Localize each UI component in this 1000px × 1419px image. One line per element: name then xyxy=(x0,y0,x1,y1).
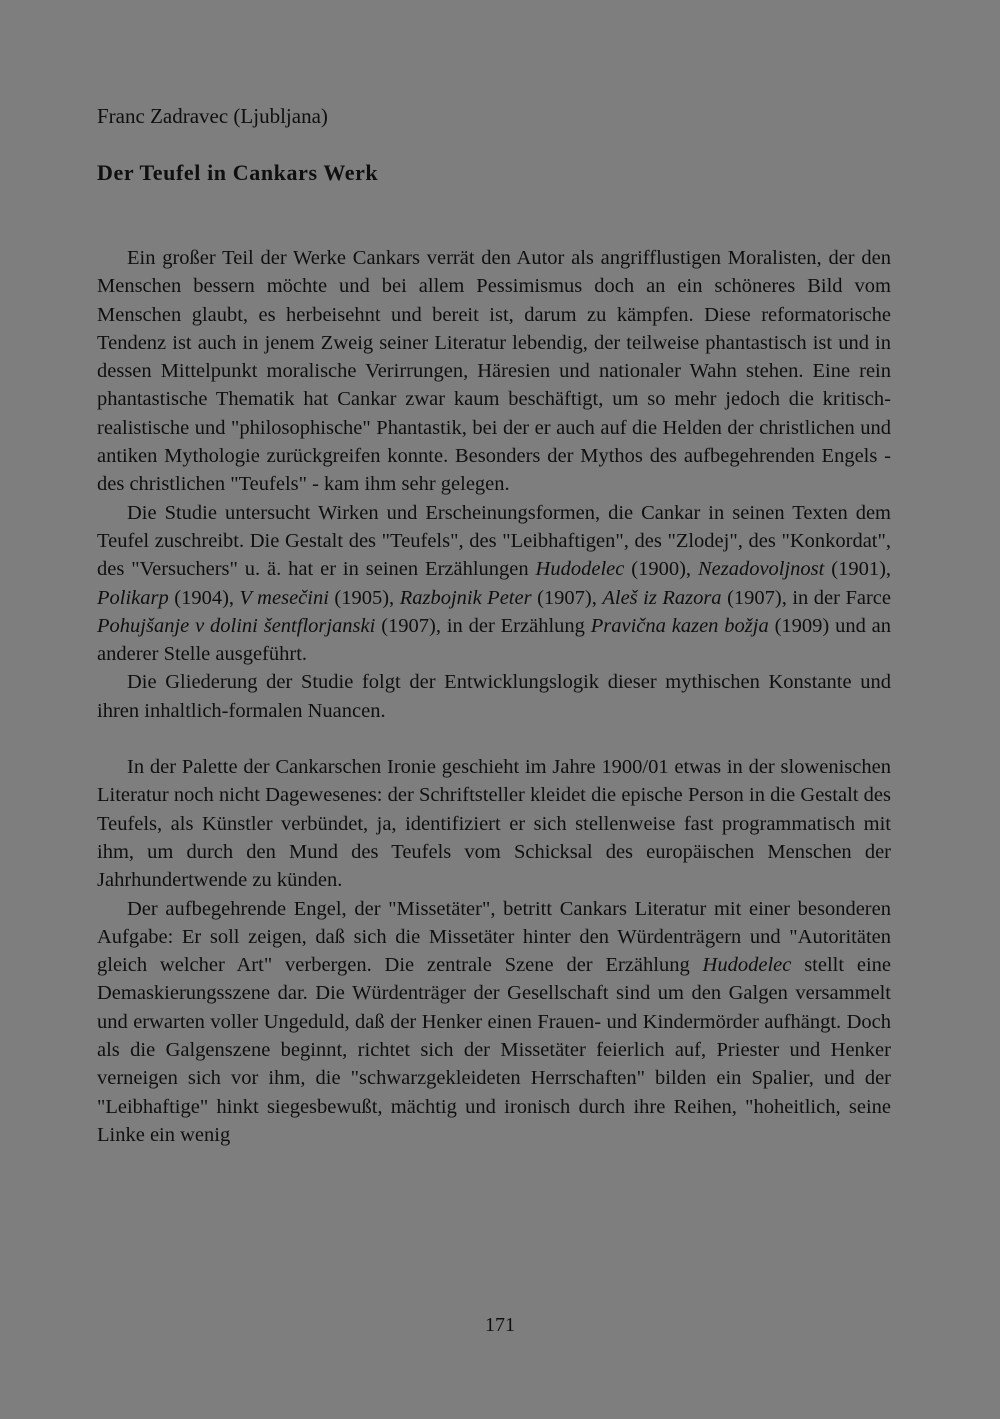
work-title: Pravična kazen božja xyxy=(590,614,769,637)
paragraph-2-intro: Die Studie untersucht Wirken und Erscheinungsformen, die Cankar in seinen Texten dem Teufel zuschreibt. Die Gestalt des "Teufels", des "Leibhaftigen", des "Zlodej", des "Konkordat", des "Versuchers" u. ä. hat er in seinen Erzählungen xyxy=(97,501,891,581)
work-year: (1909) und an anderer Stelle ausgeführt. xyxy=(97,614,892,666)
work-year: (1907), in der Erzählung xyxy=(381,614,585,637)
paragraph-5-intro: Der aufbegehrende Engel, der "Missetäter", betritt Cankars Literatur mit einer besonderen Aufgabe: Er soll zeigen, daß sich die Missetäter hinter den Würdenträgern und "Autoritäten gleich welcher Art" verbergen. Die zentrale Szene der Erzählung xyxy=(97,897,891,977)
work-title: Hudodelec xyxy=(702,954,792,977)
paragraph-1: Ein großer Teil der Werke Cankars verrät den Autor als angrifflustigen Moralisten, der den Menschen bessern möchte und bei allem Pessimismus doch an ein schöneres Bild vom Menschen glaubt, es herbeisehnt und bereit ist, darum zu kämpfen. Diese reformatorische Tendenz ist auch in jenem Zweig seiner Literatur lebendig, der teilweise phantastisch ist und in dessen Mittelpunkt moralische Verirrungen, Häresien und nationaler Wahn stehen. Eine rein phantastische Thematik hat Cankar zwar kaum beschäftigt, um so mehr jedoch die kritischrealistische und "philosophische" Phantastik, bei der er auch auf die Helden der christlichen und antiken Mythologie zurückgreifen konnte. Besonders der Mythos des aufbegehrenden Engels - des christlichen "Teufels" - kam ihm sehr gelegen. xyxy=(97,247,891,496)
page-number: 171 xyxy=(485,1314,515,1336)
work-year: (1900), xyxy=(631,558,692,581)
work-year: (1907), xyxy=(537,586,597,609)
paragraph-5-rest: stellt eine Demaskierungsszene dar. Die Würdenträger der Gesellschaft sind um den Galgen versammelt und erwarten voller Ungeduld, daß der Henker einen Frauen- und Kindermörder aufhängt. Doch als die Galgenszene beginnt, richtet sich der Missetäter feierlich auf, Priester und Henker verneigen sich vor ihm, die "schwarzgekleideten Herrschaften" bilden ein Spalier, und der "Leibhaftige" hinkt siegesbewußt, mächtig und ironisch durch ihre Reihen, "hoheitlich, seine Linke ein wenig xyxy=(97,954,892,1146)
work-title: Hudodelec xyxy=(535,558,625,581)
paragraph-2 xyxy=(97,499,891,669)
paragraph-5 xyxy=(97,895,891,1150)
author-line: Franc Zadravec (Ljubljana) xyxy=(97,104,328,128)
work-title: Nezadovoljnost xyxy=(697,558,825,581)
work-title: V mesečini xyxy=(239,586,329,609)
work-year: (1907), in der Farce xyxy=(727,586,891,609)
article-body xyxy=(97,244,891,1149)
work-year: (1904), xyxy=(174,586,235,609)
work-title: Aleš iz Razora xyxy=(602,586,722,609)
work-year: (1905), xyxy=(334,586,395,609)
paragraph-3: Die Gliederung der Studie folgt der Entwicklungslogik dieser mythischen Konstante und ihren inhaltlich-formalen Nuancen. xyxy=(97,671,891,722)
article-title: Der Teufel in Cankars Werk xyxy=(97,160,379,185)
work-title: Razbojnik Peter xyxy=(399,586,532,609)
work-year: (1901), xyxy=(831,558,892,581)
work-title: Pohujšanje v dolini šentflorjanski xyxy=(97,614,376,637)
work-title: Polikarp xyxy=(97,586,169,609)
paragraph-4: In der Palette der Cankarschen Ironie geschieht im Jahre 1900/01 etwas in der slowenischen Literatur noch nicht Dagewesenes: der Schriftsteller kleidet die epische Person in die Gestalt des Teufels, als Künstler verbündet, ja, identifiziert er sich stellenweise fast programmatisch mit ihm, um durch den Mund des Teufels vom Schicksal des europäischen Menschen der Jahrhundertwende zu künden. xyxy=(97,756,891,892)
